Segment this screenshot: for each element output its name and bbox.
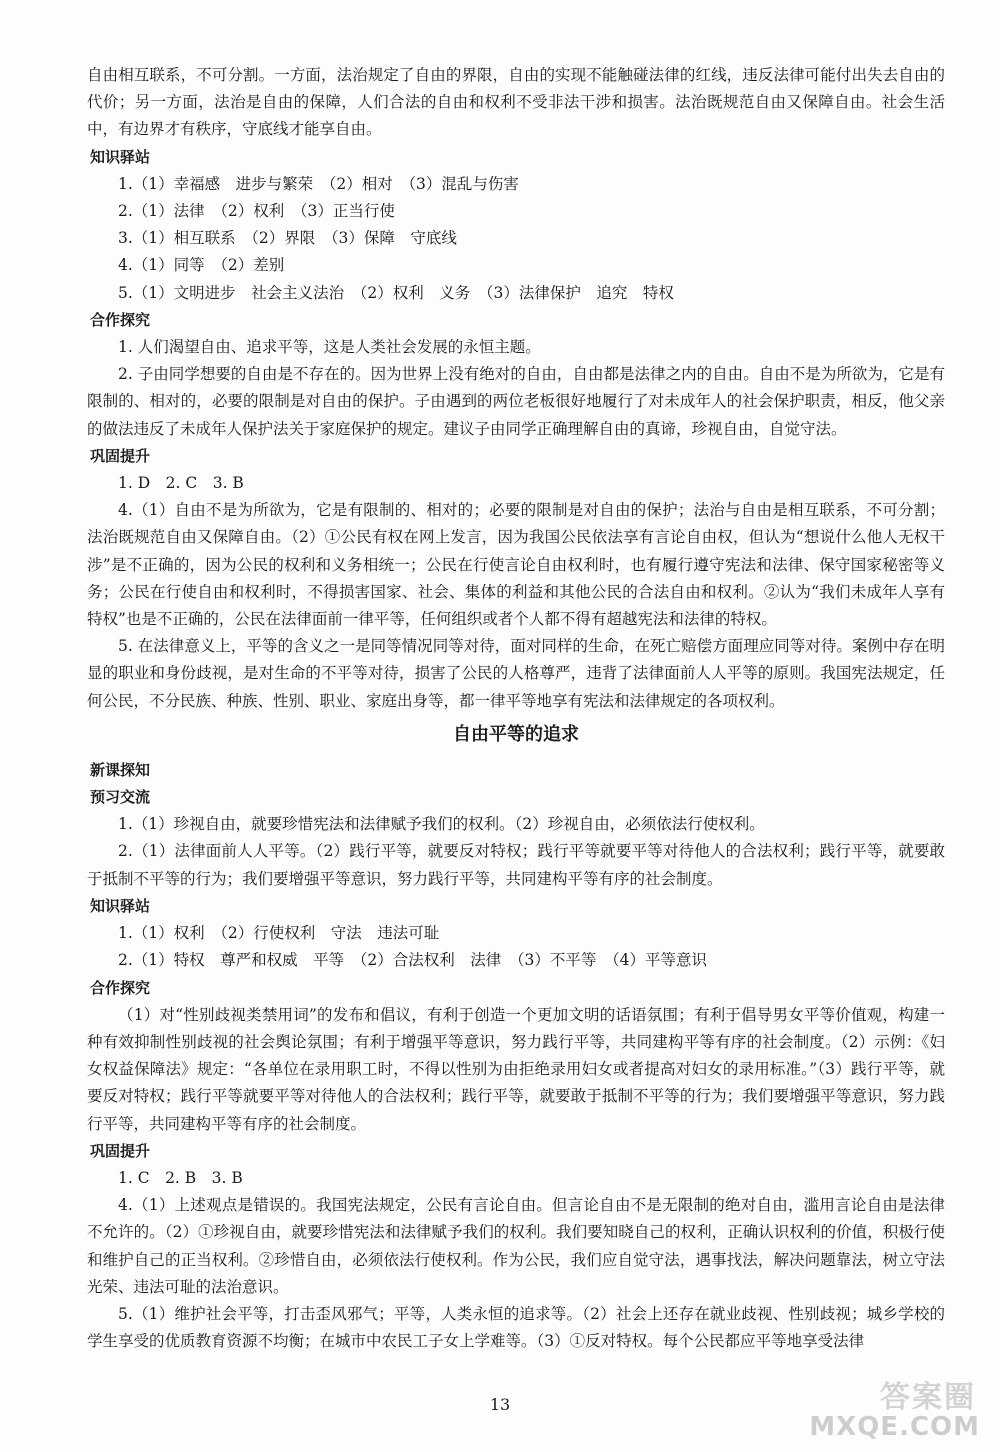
list-item: 5.（1）维护社会平等，打击歪风邪气；平等，人类永恒的追求等。（2）社会上还存在就业歧视、性别歧视；城乡学校的学生享受的优质教育资源不均衡；在城市中农民工子女上学难等。（3）①反对特权。每个公民都应平等地享受法律 [87,1304,945,1351]
list-item: 1.（1）幸福感 进步与繁荣 （2）相对 （3）混乱与伤害 [118,174,519,193]
page-number: 13 [489,1395,511,1414]
list-item: 5.（1）文明进步 社会主义法治 （2）权利 义务 （3）法律保护 追究 特权 [118,283,674,302]
watermark-logo [786,1372,986,1448]
list-item: 2.（1）特权 尊严和权威 平等 （2）合法权利 法律 （3）不平等 （4）平等意识 [118,951,707,970]
list-item: 4.（1）同等 （2）差别 [118,256,285,275]
consolidation-heading-2: 巩固提升 [90,1141,151,1160]
section-title: 自由平等的追求 [453,723,579,745]
list-item: 1. D 2. C 3. B [118,474,244,493]
new-lesson-heading: 新课探知 [90,760,151,779]
watermark-en: MXQE.COM [809,1412,980,1442]
knowledge-heading-2: 知识驿站 [90,896,151,915]
intro-paragraph: 自由相互联系，不可分割。一方面，法治规定了自由的界限，自由的实现不能触碰法律的红线，违反法律可能付出失去自由的代价；另一方面，法治是自由的保障，人们合法的自由和权利不受非法干涉和损害。法治既规范自由又保障自由。社会生活中，有边界才有秩序，守底线才能享自由。 [87,66,945,139]
list-item: 1.（1）权利 （2）行使权利 守法 违法可耻 [118,924,440,943]
list-item: 2.（1）法律 （2）权利 （3）正当行使 [118,202,395,221]
list-item: 1. C 2. B 3. B [118,1168,243,1187]
cooperation-heading-2: 合作探究 [90,978,151,997]
page-content [87,62,945,1355]
list-item: 2.（1）法律面前人人平等。（2）践行平等，就要反对特权；践行平等就要平等对待他人的合法权利；践行平等，就要敢于抵制不平等的行为；我们要增强平等意识，努力践行平等，共同建构平等有序的社会制度。 [87,842,945,888]
cooperation-heading-1: 合作探究 [90,310,151,329]
list-item: 1.（1）珍视自由，就要珍惜宪法和法律赋予我们的权利。（2）珍视自由，必须依法行使权利。 [118,815,765,834]
preview-heading: 预习交流 [90,788,151,807]
list-item: （1）对“性别歧视类禁用词”的发布和倡议，有利于创造一个更加文明的话语氛围；有利于倡导男女平等价值观，构建一种有效抑制性别歧视的社会舆论氛围；有利于增强平等意识，努力践行平等，共同建构平等有序的社会制度。（2）示例：《妇女权益保障法》规定：“各单位在录用职工时，不得以性别为由拒绝录用妇女或者提高对妇女的录用标准。”（3）践行平等，就要反对特权；践行平等就要平等对待他人的合法权利；践行平等，就要敢于抵制不平等的行为；我们要增强平等意识，努力践行平等，共同建构平等有序的社会制度。 [87,1005,945,1133]
list-item: 5. 在法律意义上，平等的含义之一是同等情况同等对待，面对同样的生命，在死亡赔偿方面理应同等对待。案例中存在明显的职业和身份歧视，是对生命的不平等对待，损害了公民的人格尊严，违背了法律面前人人平等的原则。我国宪法规定，任何公民，不分民族、种族、性别、职业、家庭出身等，都一律平等地享有宪法和法律规定的各项权利。 [87,637,945,710]
list-item: 3.（1）相互联系 （2）界限 （3）保障 守底线 [118,229,457,248]
list-item: 4.（1）自由不是为所欲为，它是有限制的、相对的；必要的限制是对自由的保护；法治与自由是相互联系，不可分割；法治既规范自由又保障自由。（2）①公民有权在网上发言，因为我国公民依法享有言论自由权，但认为“想说什么他人无权干涉”是不正确的，因为公民的权利和义务相统一；公民在行使言论自由权利时，也有履行遵守宪法和法律、保守国家秘密等义务；公民在行使自由和权利时，不得损害国家、社会、集体的利益和其他公民的合法自由和权利。②认为“我们未成年人享有特权”也是不正确的，公民在法律面前一律平等，任何组织或者个人都不得有超越宪法和法律的特权。 [87,501,945,629]
list-item: 2. 子由同学想要的自由是不存在的。因为世界上没有绝对的自由，自由都是法律之内的自由。自由不是为所欲为，它是有限制的、相对的，必要的限制是对自由的保护。子由遇到的两位老板很好地履行了对未成年人的社会保护职责，相反，他父亲的做法违反了未成年人保护法关于家庭保护的规定。建议子由同学正确理解自由的真谛，珍视自由，自觉守法。 [87,365,945,438]
knowledge-heading-1: 知识驿站 [90,147,151,166]
list-item: 1. 人们渴望自由、追求平等，这是人类社会发展的永恒主题。 [118,338,541,357]
watermark-cn: 答案圈 [880,1380,976,1415]
consolidation-heading-1: 巩固提升 [90,446,151,465]
list-item: 4.（1）上述观点是错误的。我国宪法规定，公民有言论自由。但言论自由不是无限制的绝对自由，滥用言论自由是法律不允许的。（2）①珍视自由，就要珍惜宪法和法律赋予我们的权利。我们要知晓自己的权利，正确认识权利的价值，积极行使和维护自己的正当权利。②珍惜自由，必须依法行使权利。作为公民，我们应自觉守法，遇事找法，解决问题靠法，树立守法光荣、违法可耻的法治意识。 [87,1196,945,1296]
